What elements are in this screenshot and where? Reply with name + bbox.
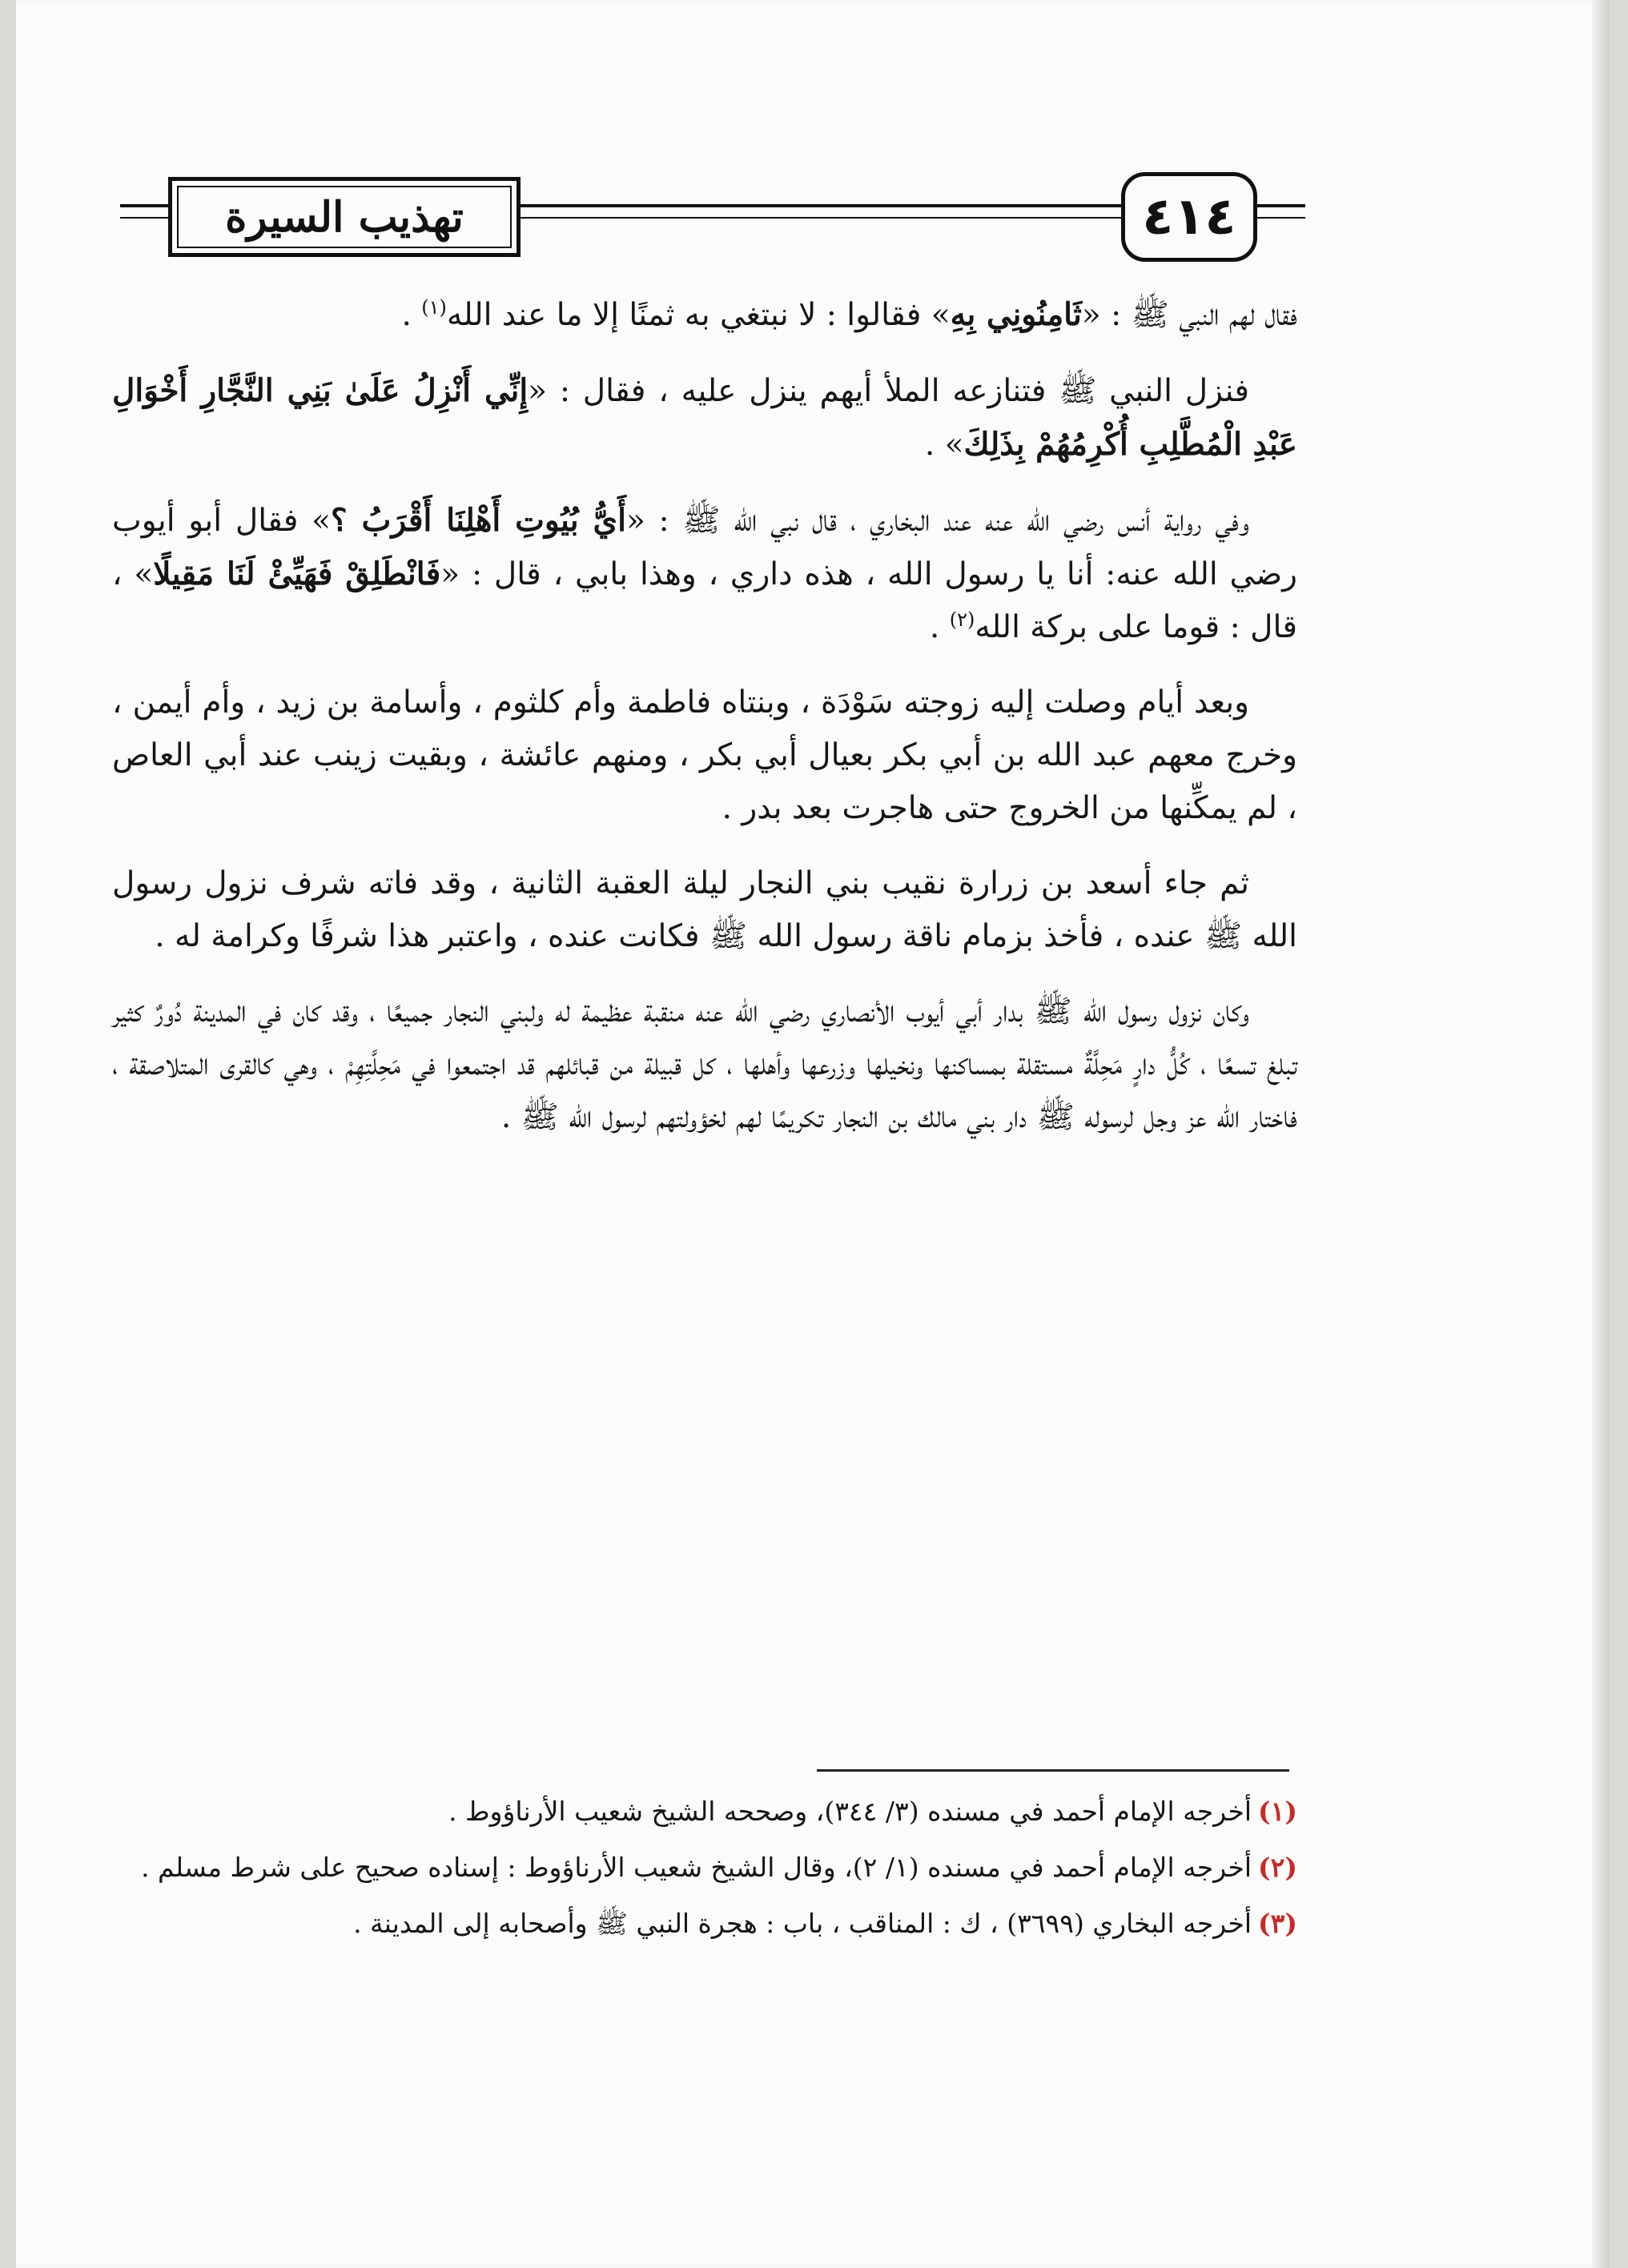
paragraph-1 (112, 288, 1297, 342)
paragraph-text: » فقالوا : لا نبتغي به ثمنًا إلا ما عند الله (446, 297, 951, 333)
paragraph-text: » فقال أبو أيوب رضي الله عنه: أنا يا رسول الله ، هذه داري ، وهذا بابي ، قال : « (112, 503, 1297, 592)
paragraph-4: وبعد أيام وصلت إليه زوجته سَوْدَة ، وبنتاه فاطمة وأم كلثوم ، وأسامة بن زيد ، وأم أيمن ، وخرج معهم عبد الله بن أبي بكر بعيال أبي بكر ، ومنهم عائشة ، وبقيت زينب عند أبي العاص ، لم يمكِّنها من الخروج حتى هاجرت بعد بدر . (112, 684, 1297, 826)
hadith-quote: أَيُّ بُيُوتِ أَهْلِنَا أَقْرَبُ ؟ (331, 502, 626, 539)
paragraph-text: فقال لهم النبي ﷺ : « (1081, 297, 1297, 333)
hadith-quote: فَانْطَلِقْ فَهَيِّئْ لَنَا مَقِيلًا (153, 556, 441, 592)
paragraph-text: . (929, 609, 950, 645)
footnote-number: (١) (1258, 1796, 1297, 1827)
header-rule-left-thin (120, 217, 168, 219)
paragraph-2 (112, 364, 1297, 472)
paragraph-text: » ، قال : قوما على بركة الله (112, 556, 1297, 645)
hadith-quote: ثَامِنُونِي بِهِ (950, 296, 1082, 333)
footnote-ref: (٢) (949, 608, 975, 631)
footnote-number: (٢) (1258, 1852, 1297, 1883)
header-rule-middle-thin (521, 217, 1121, 219)
footnote-1 (112, 1789, 1297, 1834)
paragraph-text: . (401, 297, 422, 333)
main-text (112, 288, 1297, 1166)
paragraph-text: فنزل النبي ﷺ فتنازعه الملأ أيهم ينزل عليه ، فقال : « (528, 373, 1249, 409)
page-header (120, 172, 1305, 268)
book-title: تهذيب السيرة (225, 192, 464, 242)
header-rule-right-thin (1257, 217, 1305, 219)
book-title-frame (168, 177, 521, 257)
paragraph-3 (112, 494, 1297, 654)
header-rule-right (1257, 204, 1305, 207)
header-rule-middle (521, 204, 1121, 207)
footnotes (112, 1789, 1297, 1957)
paragraph-text: » . (924, 427, 964, 463)
book-page (16, 0, 1610, 2268)
footnote-2 (112, 1845, 1297, 1890)
paragraph-5: ثم جاء أسعد بن زرارة نقيب بني النجار ليلة العقبة الثانية ، وقد فاته شرف نزول رسول الله ﷺ عنده ، فأخذ بزمام ناقة رسول الله ﷺ فكانت عنده ، واعتبر هذا شرفًا وكرامة له . (112, 865, 1297, 954)
footnote-3 (112, 1901, 1297, 1946)
footnote-text: أخرجه الإمام أحمد في مسنده (٣/ ٣٤٤)، وصححه الشيخ شعيب الأرناؤوط . (448, 1796, 1252, 1827)
footnote-number: (٣) (1258, 1908, 1297, 1939)
footnote-text: أخرجه الإمام أحمد في مسنده (١/ ٢)، وقال الشيخ شعيب الأرناؤوط : إسناده صحيح على شرط مسلم . (141, 1852, 1252, 1883)
hadith-quote: إِنِّي أَنْزِلُ عَلَىٰ بَنِي النَّجَّارِ أَخْوَالِ عَبْدِ الْمُطَّلِبِ أُكْرِمُهُمْ بِذَلِكَ (112, 372, 1297, 463)
page-number: ٤١٤ (1142, 187, 1236, 247)
footnote-separator (817, 1769, 1289, 1772)
paragraph-6: وكان نزول رسول الله ﷺ بدار أبي أيوب الأنصاري رضي الله عنه منقبة عظيمة له ولبني النجار جميعًا ، وقد كان في المدينة دُورٌ كثير تبلغ تسعًا ، كُلُّ دارٍ مَحِلَّةٌ مستقلة بمساكنها ونخيلها وزرعها وأهلها ، كل قبيلة من قبائلهم قد اجتمعوا في مَحِلَّتِهِمْ ، وهي كالقرى المتلاصقة ، فاختار الله عز وجل لرسوله ﷺ دار بني مالك بن النجار تكريمًا لهم لخؤولتهم لرسول الله ﷺ . (112, 994, 1297, 1135)
header-rule-left (120, 204, 168, 207)
page-number-frame (1121, 172, 1257, 262)
footnote-ref: (١) (421, 296, 447, 319)
page-edge (1592, 0, 1610, 2268)
footnote-text: أخرجه البخاري (٣٦٩٩) ، ك : المناقب ، باب : هجرة النبي ﷺ وأصحابه إلى المدينة . (353, 1908, 1252, 1939)
paragraph-text: وفي رواية أنس رضي الله عنه عند البخاري ، قال نبي الله ﷺ : « (625, 503, 1249, 539)
